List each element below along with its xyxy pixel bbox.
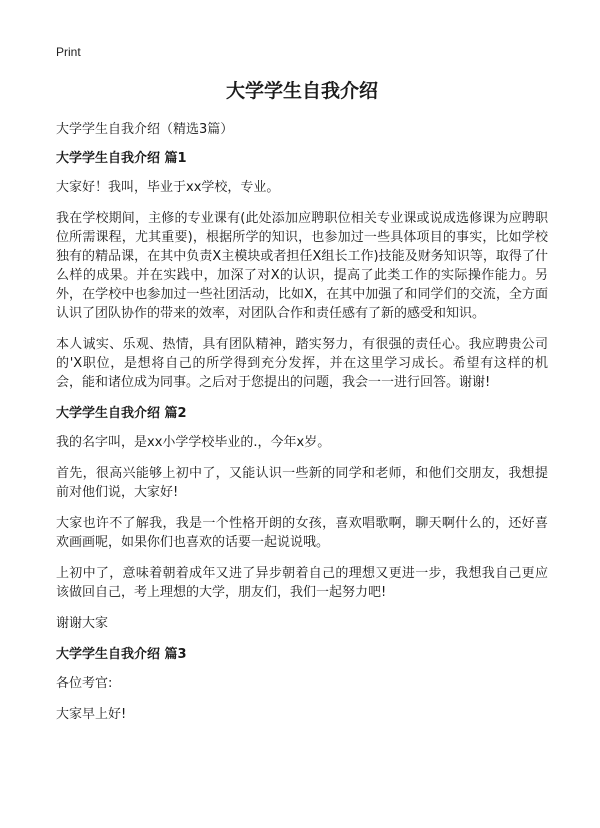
paragraph: 上初中了，意味着朝着成年又进了异步朝着自己的理想又更进一步，我想我自己更应该做回自己，考上理想的大学，朋友们，我们一起努力吧!: [56, 566, 548, 600]
section-heading-3: 大学学生自我介绍 篇3: [56, 647, 187, 662]
paragraph: 谢谢大家: [56, 616, 109, 631]
print-label: Print: [56, 45, 81, 59]
paragraph: 大家早上好!: [56, 707, 127, 722]
paragraph: 我的名字叫，是xx小学学校毕业的.，今年x岁。: [56, 435, 331, 450]
paragraph: 首先，很高兴能够上初中了，又能认识一些新的同学和老师，和他们交朋友，我想提前对他们说，大家好!: [56, 466, 548, 500]
paragraph: 大家也许不了解我，我是一个性格开朗的女孩，喜欢唱歌啊，聊天啊什么的，还好喜欢画画呢，如果你们也喜欢的话要一起说说哦。: [56, 516, 548, 550]
page-title: 大学学生自我介绍: [225, 80, 378, 102]
paragraph: 我在学校期间，主修的专业课有(此处添加应聘职位相关专业课或说成选修课为应聘职位所需课程，尤其重要)，根据所学的知识，也参加过一些具体项目的事实，比如学校独有的精品课，在其中负责X主模块或者担任X组长工作)技能及财务知识等，取得了什么样的成果。并在实践中，加深了对X的认识，提高了此类工作的实际操作能力。另外，在学校中也参加过一些社团活动，比如X，在其中加强了和同学们的交流，全方面认识了团队协作的带来的效率，对团队合作和责任感有了新的感受和知识。: [56, 211, 548, 321]
paragraph: 大家好！我叫，毕业于xx学校，专业。: [56, 180, 280, 195]
section-heading-1: 大学学生自我介绍 篇1: [56, 151, 187, 166]
document-subtitle: 大学学生自我介绍（精选3篇）: [56, 122, 234, 137]
paragraph: 本人诚实、乐观、热情，具有团队精神，踏实努力，有很强的责任心。我应聘贵公司的'X职位，是想将自己的所学得到充分发挥，并在这里学习成长。希望有这样的机会，能和诸位成为同事。之后对于您提出的问题，我会一一进行回答。谢谢!: [56, 337, 548, 390]
section-heading-2: 大学学生自我介绍 篇2: [56, 406, 187, 421]
paragraph: 各位考官:: [56, 676, 113, 691]
